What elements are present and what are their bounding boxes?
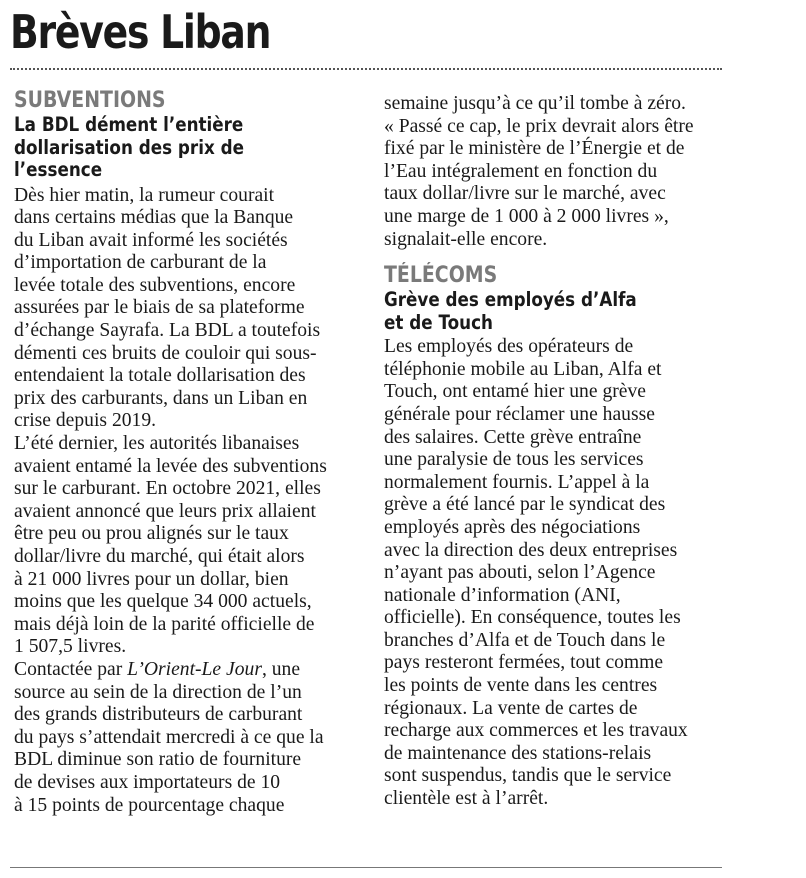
body-line: avaient annoncé que leurs prix allaient bbox=[14, 500, 316, 522]
body-line: entendaient la totale dollarisation des bbox=[14, 365, 306, 387]
body-line: L’été dernier, les autorités libanaises bbox=[14, 433, 300, 455]
body-line: n’ayant pas abouti, selon l’Agence bbox=[384, 562, 656, 584]
body-line: à 15 points de pourcentage chaque bbox=[14, 794, 285, 816]
body-line: moins que les quelque 34 000 actuels, bbox=[14, 591, 312, 613]
body-line: dollar/livre du marché, qui était alors bbox=[14, 546, 305, 567]
body-line: générale pour réclamer une hausse bbox=[384, 403, 655, 425]
newspaper-name: L’Orient-Le Jour bbox=[127, 658, 262, 680]
body-line: démenti ces bruits de couloir qui sous- bbox=[14, 342, 317, 364]
body-line: clientèle est à l’arrêt. bbox=[384, 788, 549, 810]
body-line: crise depuis 2019. bbox=[14, 410, 157, 432]
body-line: levée totale des subventions, encore bbox=[14, 274, 296, 296]
body-line: une marge de 1 000 à 2 000 livres », bbox=[384, 205, 669, 227]
headline-line: La BDL dément l’entière bbox=[14, 113, 244, 136]
masthead-title: Brèves Liban bbox=[10, 5, 271, 59]
body-line: grève a été lancé par le syndicat des bbox=[384, 494, 666, 516]
body-line: semaine jusqu’à ce qu’il tombe à zéro. bbox=[384, 93, 686, 114]
body-line: mais déjà loin de la parité officielle de bbox=[14, 613, 315, 635]
body-line: pays resteront fermées, tout comme bbox=[384, 652, 664, 674]
body-line: des salaires. Cette grève entraîne bbox=[384, 426, 642, 448]
body-line: Touch, ont entamé hier une grève bbox=[384, 381, 646, 403]
body-line: normalement fournis. L’appel à la bbox=[384, 471, 650, 493]
body-line: fixé par le ministère de l’Énergie et de bbox=[384, 138, 685, 160]
body-line: nationale d’information (ANI, bbox=[384, 584, 621, 606]
body-line: à 21 000 livres pour un dollar, bien bbox=[14, 568, 289, 590]
dotted-divider bbox=[10, 68, 722, 70]
body-line: Les employés des opérateurs de bbox=[384, 336, 634, 358]
body-line: d’échange Sayrafa. La BDL a toutefois bbox=[14, 320, 321, 342]
body-line: du Liban avait informé les sociétés bbox=[14, 229, 288, 251]
left-column bbox=[14, 88, 366, 817]
body-line: téléphonie mobile au Liban, Alfa et bbox=[384, 358, 662, 380]
text-run: Contactée par bbox=[14, 658, 128, 680]
body-line: assurées par le biais de sa plateforme bbox=[14, 297, 305, 319]
body-line: sont suspendus, tandis que le service bbox=[384, 765, 672, 787]
body-line: avaient entamé la levée des subventions bbox=[14, 455, 327, 477]
body-line: une paralysie de tous les services bbox=[384, 449, 644, 471]
headline-line: l’essence bbox=[14, 158, 103, 181]
body-line: taux dollar/livre sur le marché, avec bbox=[384, 183, 666, 205]
body-line: signalait-elle encore. bbox=[384, 228, 548, 250]
right-column bbox=[384, 93, 724, 811]
body-line: l’Eau intégralement en fonction du bbox=[384, 160, 658, 182]
body-line-with-newspaper-name bbox=[14, 659, 366, 682]
headline-line: dollarisation des prix de bbox=[14, 135, 244, 159]
body-line: recharge aux commerces et les travaux bbox=[384, 720, 688, 742]
body-line: des grands distributeurs de carburant bbox=[14, 704, 303, 726]
body-line: source au sein de la direction de l’un bbox=[14, 681, 302, 703]
body-line: prix des carburants, dans un Liban en bbox=[14, 387, 308, 409]
text-run: , une bbox=[261, 658, 301, 680]
body-line: « Passé ce cap, le prix devrait alors être bbox=[384, 115, 694, 137]
body-line: officielle). En conséquence, toutes les bbox=[384, 607, 681, 629]
body-line: du pays s’attendait mercredi à ce que la bbox=[14, 726, 324, 748]
body-line: BDL diminue son ratio de fourniture bbox=[14, 749, 302, 771]
body-line: branches d’Alfa et de Touch dans le bbox=[384, 629, 666, 651]
body-line: avec la direction des deux entreprises bbox=[384, 539, 678, 561]
rubric-subventions: SUBVENTIONS bbox=[14, 88, 166, 113]
headline-line: et de Touch bbox=[384, 310, 494, 334]
body-line: Dès hier matin, la rumeur courait bbox=[14, 184, 275, 206]
body-line: 1 507,5 livres. bbox=[14, 636, 127, 658]
headline-line: Grève des employés d’Alfa bbox=[384, 288, 637, 312]
rubric-telecoms: TÉLÉCOMS bbox=[384, 263, 498, 289]
body-line: employés après des négociations bbox=[384, 516, 641, 538]
body-line: d’importation de carburant de la bbox=[14, 252, 267, 274]
body-line: dans certains médias que la Banque bbox=[14, 207, 294, 229]
bottom-rule bbox=[10, 867, 722, 868]
body-line: sur le carburant. En octobre 2021, elles bbox=[14, 478, 321, 500]
body-line: les points de vente dans les centres bbox=[384, 675, 658, 697]
body-line: régionaux. La vente de cartes de bbox=[384, 697, 638, 719]
body-line: être peu ou prou alignés sur le taux bbox=[14, 523, 289, 545]
body-line: de maintenance des stations-relais bbox=[384, 742, 652, 764]
body-line: de devises aux importateurs de 10 bbox=[14, 771, 281, 793]
